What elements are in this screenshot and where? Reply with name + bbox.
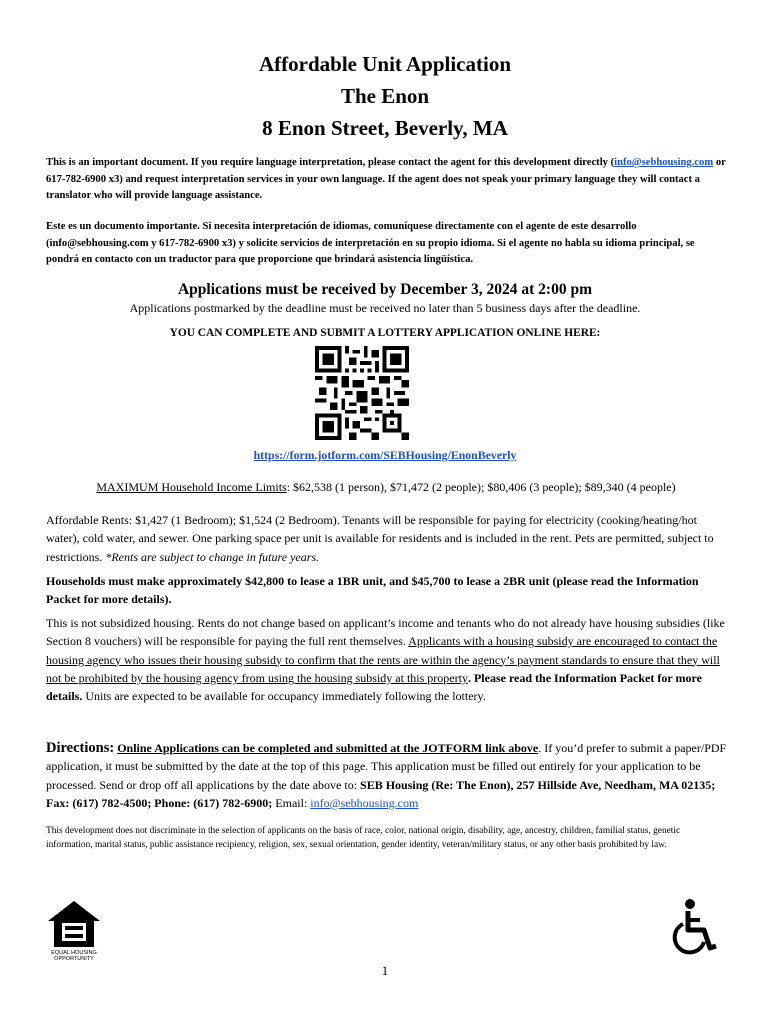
title-line-2: The Enon [340, 84, 430, 108]
equal-housing-icon [46, 899, 102, 961]
directions-online: Online Applications can be completed and submitted at the JOTFORM link above [117, 741, 539, 755]
notice-english [46, 155, 726, 205]
deadline-subtext: Applications postmarked by the deadline must be received no later than 5 business days after the deadline. [129, 301, 641, 315]
eho-text-1: EQUAL HOUSING [51, 950, 97, 956]
page-number: 1 [381, 963, 389, 978]
title-line-1: Affordable Unit Application [258, 52, 512, 76]
subsidy-underlined: Applicants with a housing subsidy are encouraged to contact the housing agency who issues their housing subsidy to confirm that the rents are within the agency’s payment standards to ensure that they will not be prohibited by the housing agency from using the housing subsidy at this property [46, 634, 720, 685]
household-income-requirements: Households must make approximately $42,800 to lease a 1BR unit, and $45,700 to lease a 2BR unit (please read the Information Packet for more details). [46, 574, 699, 607]
directions-email-label: Email: [272, 795, 311, 810]
income-limits [46, 478, 726, 496]
directions-address: SEB Housing (Re: The Enon), 257 Hillside Ave, Needham, MA 02135; Fax: (617) 782-4500; Phone: (617) 782-6900; [46, 777, 716, 810]
directions-text: . If you’d prefer to submit a paper/PDF application, it must be submitted by the date at the top of this page. This application must be filled out entirely for your application to be processed. Send or drop off all applications by the date above to: [46, 741, 727, 792]
subsidy-post: Units are expected to be available for occupancy immediately following the lottery. [82, 689, 486, 704]
jotform-link-container [0, 448, 770, 463]
notice-en-pre: This is an important document. If you require language interpretation, please contact the agent for this development directly ( [46, 157, 615, 168]
income-limits-values: : $62,538 (1 person), $71,472 (2 people); $80,406 (3 people); $89,340 (4 people) [286, 480, 676, 494]
notice-spanish: Este es un documento importante. Si necesita interpretación de idiomas, comuníquese directamente con el agente de este desarrollo (info@sebhousing.com y 617-782-6900 x3) y solicite servicios de interpretación en su propio idioma. Si el agente no habla su idioma principal, se pondrá en contacto con un traductor para que proporcione que brindará asistencia lingüística. [46, 221, 695, 265]
subsidy-pre: This is not subsidized housing. Rents do not change based on applicant’s income and tenants who do not already have housing subsidies (like Section 8 vouchers) will be responsible for paying the full rent themselves. [46, 616, 725, 649]
jotform-link[interactable]: https://form.jotform.com/SEBHousing/EnonBeverly [253, 448, 517, 462]
non-discrimination-disclaimer: This development does not discriminate in the selection of applicants on the basis of race, color, national origin, disability, age, ancestry, children, familial status, genetic information, marital status, public assistance recipiency, religion, sex, sexual orientation, gender identity, veteran/military status, or any other basis prohibited by law. [46, 826, 681, 850]
directions-heading: Directions: [46, 740, 115, 756]
rents-text: Affordable Rents: $1,427 (1 Bedroom); $1,524 (2 Bedroom). Tenants will be responsible for paying for electricity (cooking/heating/hot water), cold water, and sewer. One parking space per unit is available for residents and is included in the rent. Pets are permitted, subject to restrictions. [46, 513, 714, 564]
subsidy-bold: . Please read the Information Packet for more details. [46, 670, 702, 704]
notice-email-link[interactable]: info@sebhousing.com [614, 157, 714, 168]
qr-code-icon[interactable] [315, 346, 409, 440]
subsidy-paragraph [46, 614, 726, 705]
document-title [0, 48, 770, 144]
deadline-heading: Applications must be received by December 3, 2024 at 2:00 pm [177, 281, 592, 298]
notice-en-post: or 617-782-6900 x3) and request interpretation services in your own language. If the agent does not speak your primary language they will contact a translator who will provide language assistance. [46, 157, 726, 201]
directions-paragraph [46, 739, 728, 812]
wheelchair-icon [670, 898, 724, 960]
directions-email-link[interactable]: info@sebhousing.com [310, 795, 419, 810]
income-limits-label: MAXIMUM Household Income Limits [96, 480, 287, 494]
online-application-heading: YOU CAN COMPLETE AND SUBMIT A LOTTERY APPLICATION ONLINE HERE: [169, 327, 601, 339]
rents-note: *Rents are subject to change in future years. [105, 549, 320, 564]
title-line-3: 8 Enon Street, Beverly, MA [262, 116, 508, 140]
eho-text-2: OPPORTUNITY [54, 956, 94, 961]
affordable-rents [46, 511, 726, 566]
